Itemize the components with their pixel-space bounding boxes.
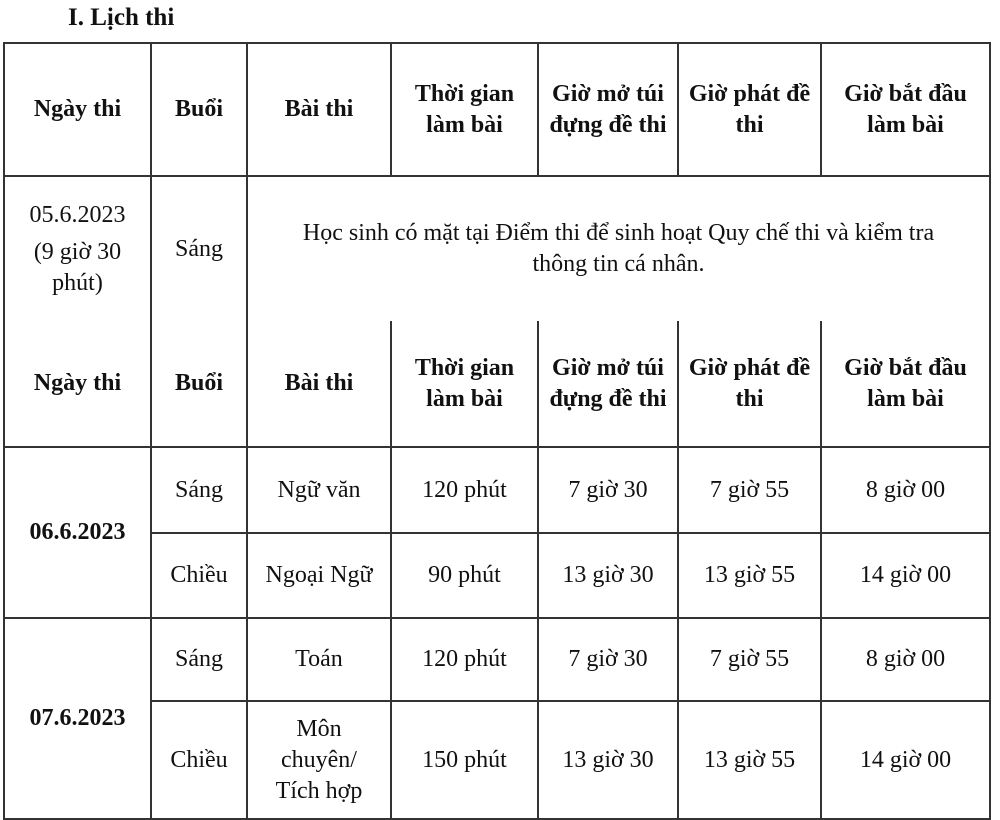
table-row: [4, 533, 990, 618]
open-cell: 13 giờ 30: [538, 701, 678, 819]
duration-cell: 150 phút: [391, 701, 538, 819]
session-cell: Sáng: [151, 176, 247, 321]
exam-schedule-table: [3, 42, 991, 820]
note-cell: Học sinh có mặt tại Điểm thi để sinh hoạt Quy chế thi và kiểm tra thông tin cá nhân.: [247, 176, 990, 321]
subject-cell: Môn chuyên/ Tích hợp: [247, 701, 391, 819]
header-row: [4, 43, 990, 176]
session-cell: Sáng: [151, 447, 247, 533]
subject-cell: Ngữ văn: [247, 447, 391, 533]
subject-cell: Ngoại Ngữ: [247, 533, 391, 618]
issue-cell: 7 giờ 55: [678, 447, 821, 533]
open-cell: 7 giờ 30: [538, 447, 678, 533]
header-cell: Giờ phát đề thi: [678, 321, 821, 447]
header-cell: Buổi: [151, 321, 247, 447]
header-row-repeat: [4, 321, 990, 447]
duration-cell: 90 phút: [391, 533, 538, 618]
start-cell: 14 giờ 00: [821, 701, 990, 819]
section-title: I. Lịch thi: [68, 4, 175, 31]
start-cell: 8 giờ 00: [821, 447, 990, 533]
header-cell: Giờ mở túi đựng đề thi: [538, 43, 678, 176]
header-cell: Bài thi: [247, 43, 391, 176]
table-row: [4, 447, 990, 533]
duration-cell: 120 phút: [391, 447, 538, 533]
open-cell: 7 giờ 30: [538, 618, 678, 701]
header-cell: Thời gian làm bài: [391, 321, 538, 447]
date-cell: 06.6.2023: [4, 447, 151, 618]
issue-cell: 13 giờ 55: [678, 701, 821, 819]
date-cell: 07.6.2023: [4, 618, 151, 819]
issue-cell: 7 giờ 55: [678, 618, 821, 701]
header-cell: Giờ mở túi đựng đề thi: [538, 321, 678, 447]
header-cell: Buổi: [151, 43, 247, 176]
subject-cell: Toán: [247, 618, 391, 701]
header-cell: Ngày thi: [4, 43, 151, 176]
date-cell: [4, 176, 151, 321]
issue-cell: 13 giờ 55: [678, 533, 821, 618]
header-cell: Thời gian làm bài: [391, 43, 538, 176]
open-cell: 13 giờ 30: [538, 533, 678, 618]
header-cell: Giờ bắt đầu làm bài: [821, 43, 990, 176]
table-row: [4, 701, 990, 819]
start-cell: 8 giờ 00: [821, 618, 990, 701]
header-cell: Bài thi: [247, 321, 391, 447]
duration-cell: 120 phút: [391, 618, 538, 701]
table-row: [4, 176, 990, 321]
date: 05.6.2023: [29, 201, 126, 228]
start-cell: 14 giờ 00: [821, 533, 990, 618]
time: (9 giờ 30 phút): [33, 238, 122, 296]
session-cell: Chiều: [151, 533, 247, 618]
header-cell: Giờ phát đề thi: [678, 43, 821, 176]
session-cell: Chiều: [151, 701, 247, 819]
header-cell: Giờ bắt đầu làm bài: [821, 321, 990, 447]
table-row: [4, 618, 990, 701]
session-cell: Sáng: [151, 618, 247, 701]
header-cell: Ngày thi: [4, 321, 151, 447]
